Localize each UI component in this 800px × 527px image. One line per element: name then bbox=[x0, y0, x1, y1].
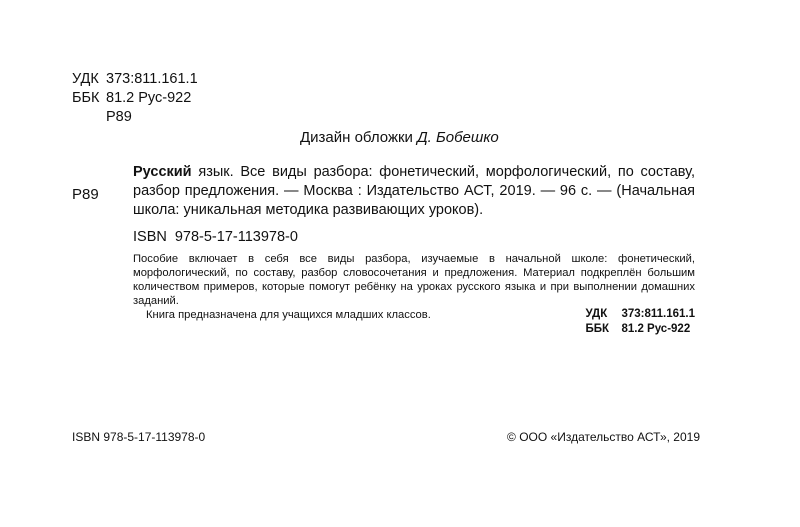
annotation-paragraph: Пособие включает в себя все виды разбора, изучаемые в начальной школе: фонетический, морфологический, по составу, разбор словосочетания и предложения. Материал подкреплён большим количеством примеров, которые помогут ребёнку на уроках русского языка и при выполнении домашних заданий. bbox=[133, 253, 695, 307]
classification-small bbox=[585, 307, 695, 337]
cover-designer-name: Д. Бобешко bbox=[417, 129, 499, 146]
isbn-line bbox=[133, 229, 298, 245]
bibliographic-description: язык. Все виды разбора: фонетический, морфологический, по составу, разбор предложения. — Москва : Издательство АСТ, 2019. — 96 с. — (Начальная школа: уникальная методика развивающих уроков). bbox=[133, 164, 695, 218]
udk-small-label: УДК bbox=[585, 308, 608, 320]
bbk-small-value: 81.2 Рус-922 bbox=[621, 323, 691, 335]
classification-block bbox=[72, 70, 198, 127]
bibliographic-record bbox=[133, 163, 695, 220]
bbk-small-row bbox=[585, 322, 695, 337]
isbn-code: 978-5-17-113978-0 bbox=[174, 229, 298, 245]
isbn-label: ISBN bbox=[133, 229, 167, 245]
bbk-row bbox=[72, 89, 198, 108]
bbk-value: 81.2 Рус-922 bbox=[106, 90, 192, 106]
udk-value: 373:811.161.1 bbox=[106, 71, 198, 87]
cover-design-credit bbox=[300, 129, 499, 146]
author-mark-side: Р89 bbox=[72, 186, 99, 203]
udk-small-row bbox=[585, 307, 695, 322]
book-title-bold: Русский bbox=[133, 164, 192, 180]
annotation-audience: Книга предназначена для учащихся младших классов. bbox=[146, 309, 431, 321]
udk-label: УДК bbox=[72, 71, 99, 87]
author-mark: Р89 bbox=[106, 109, 132, 125]
udk-small-value: 373:811.161.1 bbox=[621, 308, 695, 320]
footer-isbn: ISBN 978-5-17-113978-0 bbox=[72, 430, 206, 444]
bbk-label: ББК bbox=[72, 90, 100, 106]
bbk-small-label: ББК bbox=[585, 323, 610, 335]
footer-copyright: © ООО «Издательство АСТ», 2019 bbox=[507, 430, 700, 444]
cover-design-label: Дизайн обложки bbox=[300, 129, 418, 146]
udk-row bbox=[72, 70, 198, 89]
